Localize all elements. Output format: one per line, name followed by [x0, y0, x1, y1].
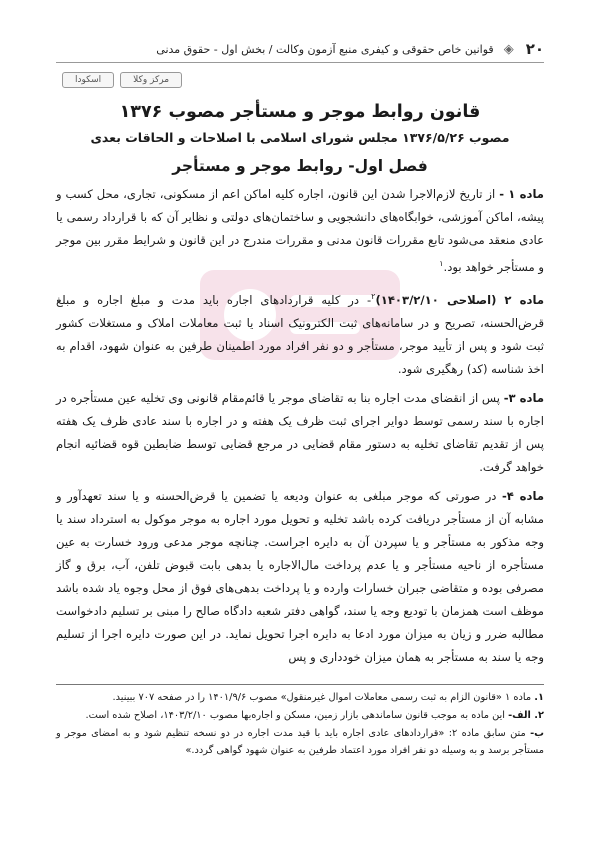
- running-title: قوانین خاص حقوقی و کیفری منبع آزمون وکالت / بخش اول - حقوق مدنی: [156, 42, 494, 56]
- source-badges: [62, 72, 182, 88]
- footnote-text: متن سابق ماده ۲: «قراردادهای عادی اجاره باید با قید مدت اجاره در دو نسخه تنظیم شود و به امضای موجر و مستأجر برسد و به وسیله دو نفر افراد مورد اعتماد طرفین به عنوان شهود گواهی گردد.»: [56, 728, 544, 756]
- page-header: [56, 36, 544, 63]
- footnotes: [56, 684, 544, 760]
- article-label: ماده ۳-: [503, 390, 544, 405]
- article-2: [56, 285, 544, 381]
- article-label: ماده ۲: [504, 292, 544, 307]
- article-label: ماده ۴-: [501, 488, 545, 503]
- footnote-text: این ماده به موجب قانون ساماندهی بازار زمین، مسکن و اجاره‌بها مصوب ۱۴۰۳/۲/۱۰، اصلاح شده است.: [85, 710, 505, 721]
- article-text: پس از انقضای مدت اجاره بنا به تقاضای موجر یا قائم‌مقام قانونی وی تخلیه عین مستأجره در اجاره با سند رسمی توسط دوایر اجرای ثبت ظرف یک هفته و در اجاره با سند عادی ظرف یک هفته پس از تقدیم تقاضای تخلیه به دستور مقام قضایی در مرجع قضایی توسط ضابطین قوه قضائیه انجام خواهد گرفت.: [56, 390, 544, 474]
- footnote-2b: [56, 725, 544, 759]
- diamond-ornament-icon: ◈: [503, 41, 514, 57]
- footnote-2a: [56, 707, 544, 724]
- article-4: [56, 485, 544, 669]
- article-text: - در کلیه قراردادهای اجاره باید مدت و مبلغ اجاره و مبلغ قرض‌الحسنه، تصریح و در سامانه‌های ثبت الکترونیک اسناد یا ثبت معاملات املاک و مستغلات کشور ثبت شود و پس از تأیید موجر، مستأجر و دو نفر افراد مورد اطمینان طرفین به عنوان شهود، اقدام به اخذ شناسه (کد) رهگیری شود.: [56, 292, 544, 376]
- article-label: ماده ۱ -: [499, 187, 544, 201]
- badge-lawyers-center: مرکز وکلا: [120, 72, 182, 88]
- footnote-ref[interactable]: ۲: [371, 291, 376, 301]
- article-amendment: (اصلاحی ۱۴۰۳/۲/۱۰): [375, 292, 497, 307]
- article-text: در صورتی که موجر مبلغی به عنوان ودیعه یا تضمین یا قرض‌الحسنه و یا سند تعهدآور و مشابه آن از مستأجر دریافت کرده باشد تخلیه و تحویل مورد اجاره به موجر موکول به استرداد سند یا وجه مذکور به مستأجر و یا سپردن آن به دایره اجراست. چنانچه موجر مدعی ورود خسارت به عین مستأجره از ناحیه مستأجر و یا عدم پرداخت مال‌الاجاره یا بدهی بابت قبوض تلفن، آب، برق و گاز مصرفی بوده و متقاضی جبران خسارات وارده و یا پرداخت بدهی‌های فوق از محل وجوه یاد شده باشد موظف است همزمان با تودیع وجه یا سند، گواهی دفتر شعبه دادگاه صالح را مبنی بر تسلیم دادخواست مطالبه ضرر و زیان به میزان مورد ادعا به دایره اجرا تحویل نماید. در این صورت دایره اجرا از تسلیم وجه یا سند به مستأجر به همان میزان خودداری و پس: [56, 488, 544, 664]
- main-content: [56, 102, 544, 675]
- footnote-label: ۱.: [534, 692, 544, 703]
- article-1: [56, 183, 544, 279]
- page-number: ۲۰: [525, 40, 544, 58]
- footnote-label: ب-: [530, 728, 544, 739]
- badge-iscoda: اسکودا: [62, 72, 114, 88]
- footnote-text: ماده ۱ «قانون الزام به ثبت رسمی معاملات اموال غیرمنقول» مصوب ۱۴۰۱/۹/۶ را در صفحه ۷۰۷ ببینید.: [112, 692, 532, 703]
- article-3: [56, 387, 544, 479]
- chapter-title: فصل اول- روابط موجر و مستأجر: [172, 157, 428, 175]
- footnote-ref[interactable]: ۱: [439, 259, 444, 268]
- law-subtitle: مصوب ۱۳۷۶/۵/۲۶ مجلس شورای اسلامی با اصلاحات و الحاقات بعدی: [90, 130, 510, 145]
- article-text: از تاریخ لازم‌الاجرا شدن این قانون، اجاره کلیه اماکن اعم از مسکونی، تجاری، محل کسب و پیشه، اماکن آموزشی، خوابگاه‌های دانشجویی و ساختمان‌های دولتی و نظایر آن که با قرارداد رسمی یا عادی منعقد می‌شود تابع مقررات قانون مدنی و مقررات مندرج در این قانون و شرایط مقرر بین موجر و مستأجر خواهد بود.: [56, 187, 544, 274]
- law-title: قانون روابط موجر و مستأجر مصوب ۱۳۷۶: [119, 102, 481, 122]
- footnote-label: ۲. الف-: [508, 710, 544, 721]
- footnote-1: [56, 689, 544, 706]
